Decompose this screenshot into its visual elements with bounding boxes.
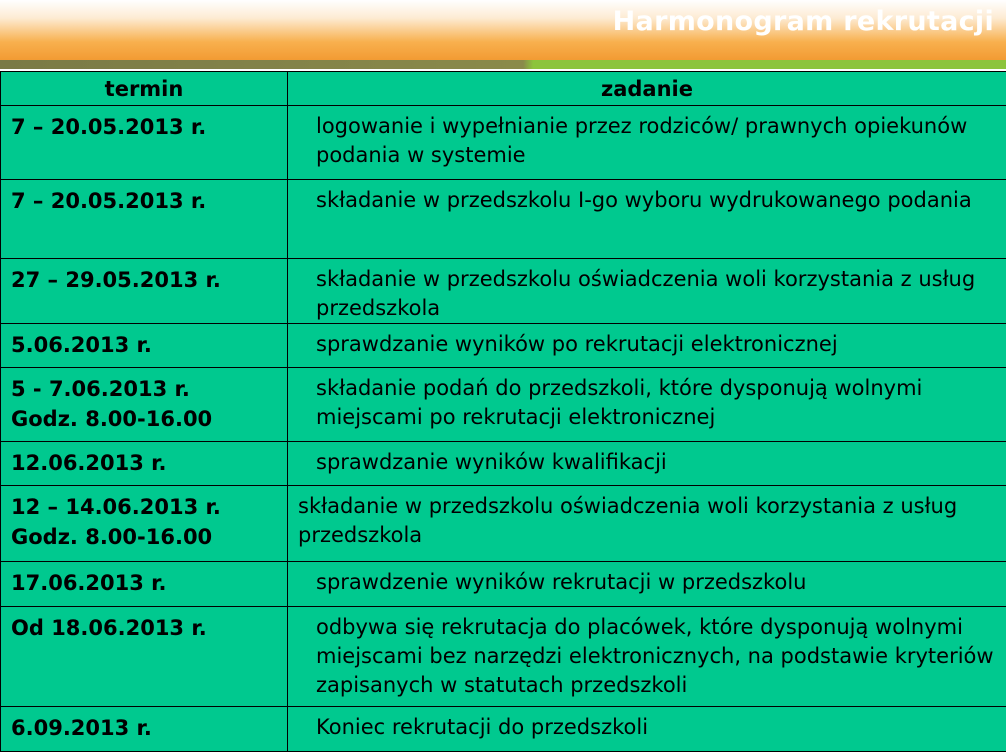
table-row [1, 180, 1006, 259]
table-row [1, 607, 1006, 707]
task-cell: sprawdzenie wyników rekrutacji w przedszkolu [288, 562, 1006, 607]
term-cell: 12.06.2013 r. [1, 442, 288, 486]
table-row [1, 324, 1006, 368]
task-cell: składanie w przedszkolu oświadczenia woli korzystania z usług przedszkola [288, 486, 1006, 562]
table-row [1, 259, 1006, 324]
term-cell: 27 – 29.05.2013 r. [1, 259, 288, 324]
schedule-table [0, 71, 1006, 752]
task-cell: sprawdzanie wyników po rekrutacji elektronicznej [288, 324, 1006, 368]
table-row [1, 368, 1006, 442]
term-cell: Od 18.06.2013 r. [1, 607, 288, 707]
term-cell: 7 – 20.05.2013 r. [1, 180, 288, 259]
table-row [1, 486, 1006, 562]
term-cell: 12 – 14.06.2013 r. Godz. 8.00-16.00 [1, 486, 288, 562]
term-cell: 6.09.2013 r. [1, 707, 288, 752]
task-cell: sprawdzanie wyników kwalifikacji [288, 442, 1006, 486]
task-cell: odbywa się rekrutacja do placówek, które dysponują wolnymi miejscami bez narzędzi elektronicznych, na podstawie kryteriów zapisanych w statutach przedszkoli [288, 607, 1006, 707]
term-cell: 7 – 20.05.2013 r. [1, 106, 288, 180]
table-row [1, 106, 1006, 180]
table-row [1, 562, 1006, 607]
task-cell: składanie podań do przedszkoli, które dysponują wolnymi miejscami po rekrutacji elektronicznej [288, 368, 1006, 442]
task-cell: logowanie i wypełnianie przez rodziców/ prawnych opiekunów podania w systemie [288, 106, 1006, 180]
task-cell: składanie w przedszkolu I-go wyboru wydrukowanego podania [288, 180, 1006, 259]
term-cell: 17.06.2013 r. [1, 562, 288, 607]
table-row [1, 707, 1006, 752]
task-cell: Koniec rekrutacji do przedszkoli [288, 707, 1006, 752]
page-title: Harmonogram rekrutacji [613, 6, 994, 37]
term-cell: 5.06.2013 r. [1, 324, 288, 368]
table-row [1, 442, 1006, 486]
term-cell: 5 - 7.06.2013 r. Godz. 8.00-16.00 [1, 368, 288, 442]
header-banner [0, 0, 1006, 60]
table-header-row [1, 72, 1006, 106]
column-header-zadanie: zadanie [288, 72, 1006, 106]
header-divider [0, 60, 1006, 69]
task-cell: składanie w przedszkolu oświadczenia woli korzystania z usług przedszkola [288, 259, 1006, 324]
column-header-termin: termin [1, 72, 288, 106]
